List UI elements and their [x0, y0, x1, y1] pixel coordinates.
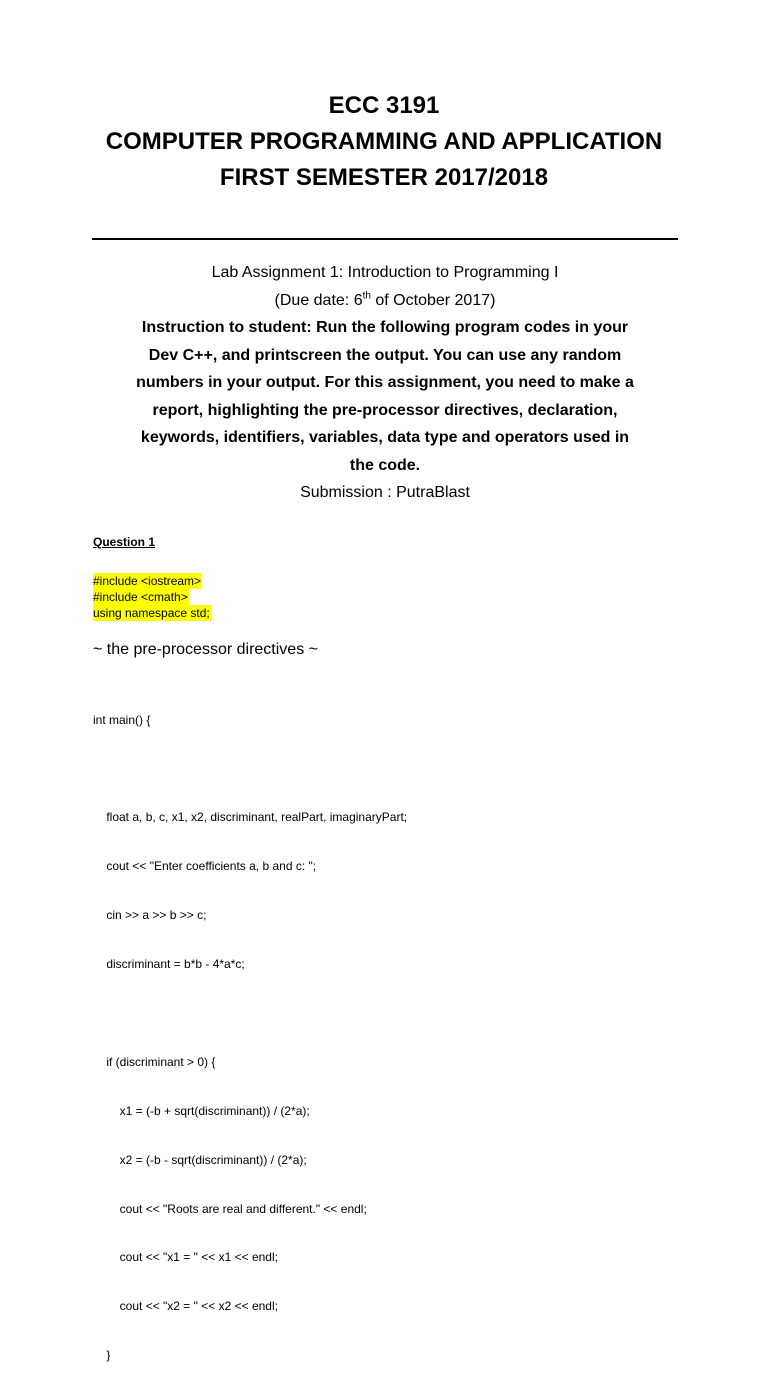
code-line	[93, 760, 407, 776]
instruction-text	[92, 314, 678, 479]
due-date-prefix: (Due date: 6	[274, 291, 363, 309]
code-line: x1 = (-b + sqrt(discriminant)) / (2*a);	[93, 1103, 310, 1118]
code-line: cout << "Enter coefficients a, b and c: ";	[93, 859, 317, 874]
code-line: x2 = (-b - sqrt(discriminant)) / (2*a);	[93, 1152, 307, 1167]
include-line: using namespace std;	[93, 606, 210, 620]
preprocessor-block	[93, 573, 211, 621]
code-line: int main() {	[93, 712, 151, 727]
code-line: if (discriminant > 0) {	[93, 1054, 216, 1069]
due-date	[92, 287, 678, 315]
due-date-ordinal: th	[362, 290, 371, 302]
code-line: cout << "x1 = " << x1 << endl;	[93, 1250, 278, 1265]
course-title: COMPUTER PROGRAMMING AND APPLICATION	[105, 128, 663, 155]
submission-info: Submission : PutraBlast	[300, 484, 470, 501]
semester: FIRST SEMESTER 2017/2018	[219, 164, 549, 191]
code-block	[93, 679, 407, 1396]
include-line: #include <cmath>	[93, 590, 188, 604]
code-line: cout << "x2 = " << x2 << endl;	[93, 1299, 278, 1314]
code-line	[93, 1005, 407, 1021]
due-date-suffix: of October 2017)	[370, 291, 496, 309]
code-line: discriminant = b*b - 4*a*c;	[93, 957, 245, 972]
assignment-title: Lab Assignment 1: Introduction to Programming I	[211, 264, 559, 281]
question-label: Question 1	[93, 535, 156, 549]
instruction-line: numbers in your output. For this assignment, you need to make a	[136, 374, 634, 391]
instruction-line: report, highlighting the pre-processor directives, declaration,	[152, 401, 618, 419]
instruction-line: the code.	[349, 456, 421, 474]
document-header	[0, 88, 768, 196]
instruction-line: Dev C++, and printscreen the output. You can use any random	[148, 346, 622, 364]
include-line: #include <iostream>	[93, 574, 202, 588]
code-line: float a, b, c, x1, x2, discriminant, realPart, imaginaryPart;	[93, 810, 408, 825]
directive-note: ~ the pre-processor directives ~	[93, 641, 318, 658]
header-divider	[92, 238, 678, 240]
course-code: ECC 3191	[328, 92, 440, 119]
code-line: }	[93, 1348, 111, 1363]
code-line: cout << "Roots are real and different." << endl;	[93, 1201, 367, 1216]
code-line: cin >> a >> b >> c;	[93, 908, 207, 923]
instruction-line: keywords, identifiers, variables, data type and operators used in	[140, 429, 630, 446]
assignment-intro	[92, 259, 678, 507]
instruction-line: Instruction to student: Run the following program codes in your	[141, 319, 629, 336]
